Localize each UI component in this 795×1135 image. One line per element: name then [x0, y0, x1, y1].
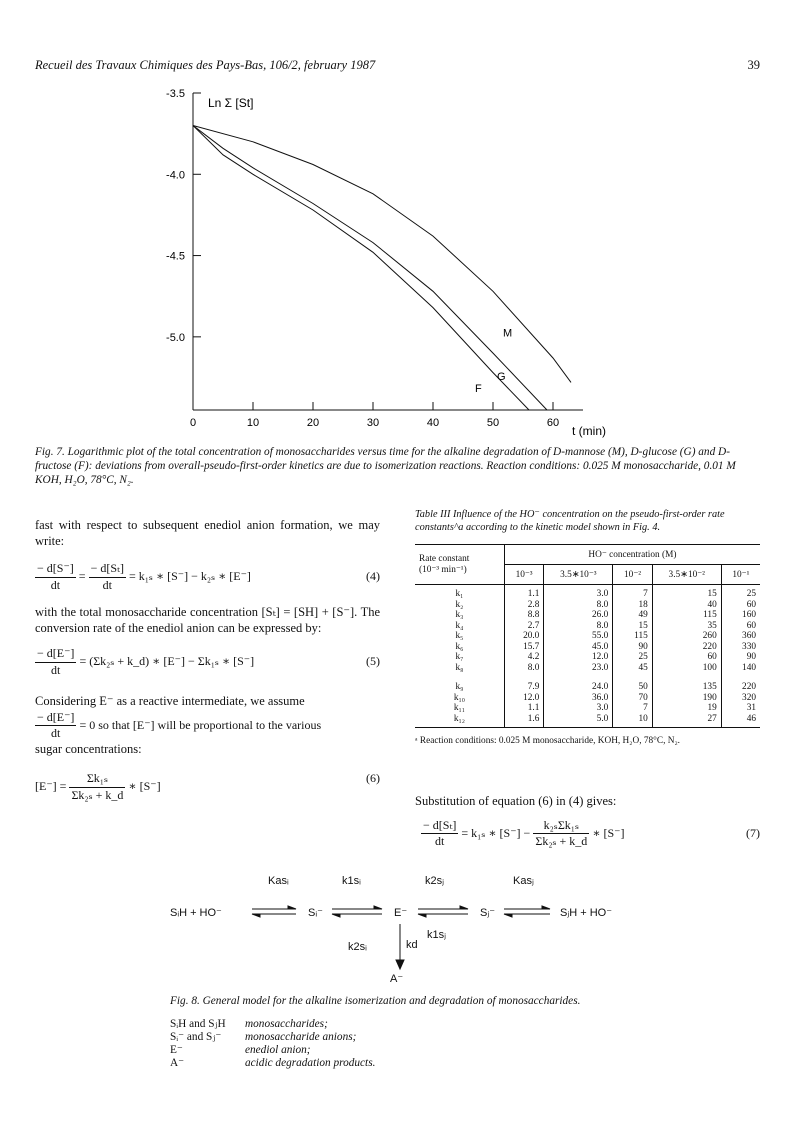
- table-cell: 3.0: [544, 585, 613, 600]
- eq7-num2: k₂ₛΣk₁ₛ: [533, 818, 589, 835]
- table-cell: 135: [652, 676, 721, 693]
- eq6-frac: [69, 771, 125, 803]
- rowhead-line1: Rate constant: [419, 553, 470, 564]
- scheme-a: A⁻: [390, 973, 404, 985]
- table-cell: 8.0: [544, 600, 613, 611]
- rate-constant-label: k₇: [455, 652, 464, 662]
- column-header: 3.5∗10⁻²: [652, 565, 721, 585]
- rate-constant-label: k₉: [455, 682, 464, 692]
- scheme-sj: Sⱼ⁻: [480, 907, 496, 919]
- table-cell: 36.0: [544, 693, 613, 704]
- table-cell: 140: [721, 663, 760, 677]
- series-label-F: F: [475, 383, 482, 395]
- table-cell: 45: [613, 663, 652, 677]
- legend-item: [170, 1018, 670, 1031]
- table-cell: 7: [613, 585, 652, 600]
- eq4-den2: dt: [102, 577, 112, 592]
- rate-constant-label: k₄: [455, 620, 464, 631]
- group-header: HO⁻ concentration (M): [504, 545, 760, 565]
- eq4-num2: − d[Sₜ]: [89, 561, 126, 578]
- fig8-legend: [170, 1018, 670, 1070]
- legend-item: [170, 1044, 670, 1057]
- table-cell: 1.6: [504, 714, 543, 728]
- table3: [415, 544, 760, 746]
- legend-item: [170, 1031, 670, 1044]
- table-cell: 12.0: [544, 652, 613, 663]
- x-tick-label: 60: [546, 417, 560, 429]
- table-cell: 2.7: [504, 621, 543, 632]
- label-kasi: Kasᵢ: [268, 875, 289, 887]
- eq7-den2: Σk₂ₛ + k_d: [535, 834, 588, 848]
- fig7-chart: [130, 85, 610, 440]
- table-cell: 220: [721, 676, 760, 693]
- eq5-frac: [35, 646, 76, 678]
- table-cell: 100: [652, 663, 721, 677]
- table-cell: 4.2: [504, 652, 543, 663]
- table-row: [415, 631, 760, 642]
- eq7-frac2: [533, 818, 589, 850]
- table-row: [415, 663, 760, 677]
- series-label-M: M: [503, 327, 513, 340]
- rate-constant-label: k₃: [455, 610, 464, 620]
- equilibrium-arrow-3: [418, 906, 468, 917]
- table-cell: 115: [613, 631, 652, 642]
- table-cell: 3.0: [544, 703, 613, 714]
- table-cell: 190: [652, 693, 721, 704]
- table-cell: 60: [721, 600, 760, 611]
- y-axis-label: Ln Σ [St]: [208, 96, 254, 110]
- label-k1si: k1sᵢ: [342, 875, 361, 887]
- rate-constant-label: k₅: [455, 631, 464, 641]
- left-column: [35, 518, 380, 805]
- series-line-G: [193, 126, 547, 411]
- table-cell: 31: [721, 703, 760, 714]
- table-cell: 20.0: [504, 631, 543, 642]
- table3-footnote: ᵃ Reaction conditions: 0.025 M monosaccharide, KOH, H₂O, 78°C, N₂.: [415, 736, 681, 746]
- legend-item: [170, 1057, 670, 1070]
- table-cell: 360: [721, 631, 760, 642]
- eq6-lhs: [E⁻] =: [35, 778, 67, 793]
- legend-value: monosaccharide anions;: [245, 1031, 357, 1043]
- table-row: [415, 703, 760, 714]
- legend-key: A⁻: [170, 1057, 185, 1069]
- table-cell: 330: [721, 642, 760, 653]
- y-tick-label: -5.0: [166, 331, 185, 344]
- eq7-frac1: [421, 818, 458, 850]
- rowhead-line2: (10⁻³ min⁻¹): [419, 564, 467, 575]
- eq5-den: dt: [51, 662, 61, 677]
- table-row: [415, 676, 760, 693]
- table-cell: 60: [652, 652, 721, 663]
- equation-4: [35, 561, 380, 595]
- rate-constant-label: k₈: [455, 662, 464, 673]
- table-row: [415, 642, 760, 653]
- table-row: [415, 621, 760, 632]
- table-cell: 23.0: [544, 663, 613, 677]
- legend-value: monosaccharides;: [245, 1018, 328, 1030]
- table-cell: 26.0: [544, 610, 613, 621]
- table-row: [415, 610, 760, 621]
- series-label-G: G: [497, 371, 506, 383]
- rate-constant-label: k₁₂: [453, 713, 465, 724]
- p3-text: = 0 so that [E⁻] will be proportional to the various: [79, 717, 322, 732]
- rate-constant-label: k₂: [455, 599, 464, 610]
- eq4-frac2: [89, 561, 126, 593]
- table-cell: 8.8: [504, 610, 543, 621]
- table-row: [415, 600, 760, 611]
- table-cell: 25: [613, 652, 652, 663]
- table-cell: 15.7: [504, 642, 543, 653]
- eq6-den: Σk₂ₛ + k_d: [71, 787, 124, 802]
- eq5-rhs: = (Σk₂ₛ + k_d) ∗ [E⁻] − Σk₁ₛ ∗ [S⁻]: [79, 653, 255, 668]
- legend-value: enediol anion;: [245, 1044, 311, 1056]
- journal-title: Recueil des Travaux Chimiques des Pays-Bas, 106/2, february 1987: [35, 58, 376, 72]
- table-cell: 27: [652, 714, 721, 728]
- eq7-number: (7): [746, 825, 760, 840]
- equilibrium-arrow-1: [252, 906, 296, 917]
- legend-key: E⁻: [170, 1044, 183, 1056]
- table-cell: 49: [613, 610, 652, 621]
- eq7-rhs: ∗ [S⁻]: [592, 825, 625, 840]
- table-row: [415, 714, 760, 728]
- table-cell: 15: [613, 621, 652, 632]
- table-cell: 2.8: [504, 600, 543, 611]
- paragraph-2: with the total monosaccharide concentration [Sₜ] = [SH] + [S⁻]. The conversion rate of the enediol anion can be expressed by:: [35, 605, 380, 635]
- eq7-den1: dt: [435, 834, 445, 848]
- table-cell: 19: [652, 703, 721, 714]
- table-row: [415, 693, 760, 704]
- column-header: 10⁻²: [613, 565, 652, 585]
- p3-num: − d[E⁻]: [35, 710, 76, 727]
- x-tick-label: 30: [366, 417, 380, 429]
- rate-constant-label: k₁: [455, 589, 464, 599]
- table-cell: 8.0: [504, 663, 543, 677]
- x-tick-label: 50: [486, 417, 500, 429]
- eq6-number: (6): [366, 771, 380, 785]
- table-cell: 45.0: [544, 642, 613, 653]
- rowhead-cell: [415, 545, 504, 585]
- chart-series: [193, 126, 571, 411]
- eq7-num1: − d[Sₜ]: [421, 818, 458, 835]
- y-tick-label: -4.0: [166, 169, 185, 182]
- equation-7: [415, 818, 760, 854]
- x-tick-label: 0: [189, 417, 197, 429]
- fig8-caption: Fig. 8. General model for the alkaline isomerization and degradation of monosaccharides.: [170, 995, 581, 1007]
- column-header: 10⁻¹: [721, 565, 760, 585]
- table-cell: 25: [721, 585, 760, 600]
- eq5-num: − d[E⁻]: [35, 646, 76, 663]
- y-tick-label: -4.5: [166, 250, 185, 263]
- p3-den: dt: [51, 726, 61, 740]
- page-number: 39: [747, 58, 760, 72]
- table-cell: 160: [721, 610, 760, 621]
- table-cell: 260: [652, 631, 721, 642]
- eq4-num1: − d[S⁻]: [35, 561, 76, 578]
- label-k2si: k2sᵢ: [348, 941, 367, 953]
- x-tick-label: 20: [306, 417, 320, 429]
- table-cell: 1.1: [504, 585, 543, 600]
- label-kd: kd: [406, 939, 418, 951]
- label-k1sj: k1sⱼ: [427, 929, 447, 941]
- fig8-scheme: [170, 860, 650, 985]
- table-cell: 115: [652, 610, 721, 621]
- table-cell: 8.0: [544, 621, 613, 632]
- scheme-left: SᵢH + HO⁻: [170, 907, 222, 919]
- table-cell: 50: [613, 676, 652, 693]
- y-tick-label: -3.5: [166, 88, 185, 100]
- column-header: 3.5∗10⁻³: [544, 565, 613, 585]
- label-kasj: Kasⱼ: [513, 875, 534, 887]
- table-cell: 220: [652, 642, 721, 653]
- table-cell: 35: [652, 621, 721, 632]
- table-cell: 24.0: [544, 676, 613, 693]
- label-k2sj: k2sⱼ: [425, 875, 445, 887]
- equilibrium-arrow-4: [504, 906, 550, 917]
- eq4-equals: =: [78, 568, 86, 583]
- legend-key: Sᵢ⁻ and Sⱼ⁻: [170, 1031, 222, 1043]
- table-header-row-1: [415, 545, 760, 565]
- rate-constant-label: k₁₁: [453, 703, 465, 713]
- table-cell: 90: [721, 652, 760, 663]
- paragraph-3a: Considering E⁻ as a reactive intermediate, we assume: [35, 694, 305, 708]
- x-tick-label: 40: [426, 417, 440, 429]
- table3-caption: Table III Influence of the HO⁻ concentration on the pseudo-first-order rate constants^a according to the kinetic model shown in Fig. 4.: [415, 509, 725, 533]
- paragraph-3c: sugar concentrations:: [35, 741, 142, 756]
- equation-5: [35, 646, 380, 680]
- table-cell: 10: [613, 714, 652, 728]
- eq7-mid: = k₁ₛ ∗ [S⁻] −: [461, 825, 531, 840]
- table-body-a: [415, 585, 760, 677]
- scheme-right: SⱼH + HO⁻: [560, 907, 613, 919]
- legend-key: SᵢH and SⱼH: [170, 1018, 226, 1030]
- right-column: [415, 794, 760, 854]
- rate-constant-label: k₁₀: [453, 692, 465, 703]
- table-cell: 320: [721, 693, 760, 704]
- degradation-arrow: [396, 924, 404, 969]
- table-cell: 15: [652, 585, 721, 600]
- legend-value: acidic degradation products.: [245, 1057, 376, 1069]
- equilibrium-arrow-2: [332, 906, 382, 917]
- eq6-num: Σk₁ₛ: [69, 771, 125, 788]
- column-header: 10⁻³: [504, 565, 543, 585]
- scheme-e: E⁻: [394, 907, 408, 919]
- paragraph-3b: [35, 710, 380, 742]
- scheme-si: Sᵢ⁻: [308, 907, 323, 919]
- eq5-number: (5): [366, 654, 380, 668]
- table-cell: 12.0: [504, 693, 543, 704]
- table-cell: 40: [652, 600, 721, 611]
- chart-axes: [193, 93, 583, 410]
- table-cell: 90: [613, 642, 652, 653]
- eq6-rhs: ∗ [S⁻]: [128, 778, 161, 793]
- running-header: [35, 58, 760, 73]
- table-cell: 7.9: [504, 676, 543, 693]
- x-tick-label: 10: [246, 417, 260, 429]
- eq4-rhs: = k₁ₛ ∗ [S⁻] − k₂ₛ ∗ [E⁻]: [128, 568, 251, 583]
- paragraph-1: fast with respect to subsequent enediol anion formation, we may write:: [35, 518, 380, 548]
- x-axis-label: t (min): [572, 424, 606, 438]
- rate-constant-label: k₆: [455, 641, 464, 652]
- right-paragraph-1: Substitution of equation (6) in (4) gives:: [415, 794, 617, 808]
- table-cell: 60: [721, 621, 760, 632]
- eq4-den1: dt: [50, 577, 61, 592]
- table-cell: 18: [613, 600, 652, 611]
- series-line-M: [193, 126, 571, 383]
- table-cell: 5.0: [544, 714, 613, 728]
- eq4-frac1: [35, 561, 76, 593]
- p3-frac: [35, 710, 76, 742]
- series-line-F: [193, 126, 529, 411]
- table-row: [415, 585, 760, 600]
- eq4-number: (4): [366, 569, 380, 583]
- table-body-b: [415, 676, 760, 728]
- table-cell: 46: [721, 714, 760, 728]
- table-row: [415, 652, 760, 663]
- table-cell: 1.1: [504, 703, 543, 714]
- table-cell: 7: [613, 703, 652, 714]
- equation-6: [35, 771, 380, 805]
- fig7-caption: Fig. 7. Logarithmic plot of the total concentration of monosaccharides versus time for the alkaline degradation of D-mannose (M), D-glucose (G) and D-fructose (F): deviations from overall-pseudo-first-order kinetics are due to isomerization reactions. Reaction conditions: 0.025 M monosaccharide, 0.01 M KOH, H₂O, 78°C, N₂.: [35, 446, 736, 486]
- table-cell: 55.0: [544, 631, 613, 642]
- table-cell: 70: [613, 693, 652, 704]
